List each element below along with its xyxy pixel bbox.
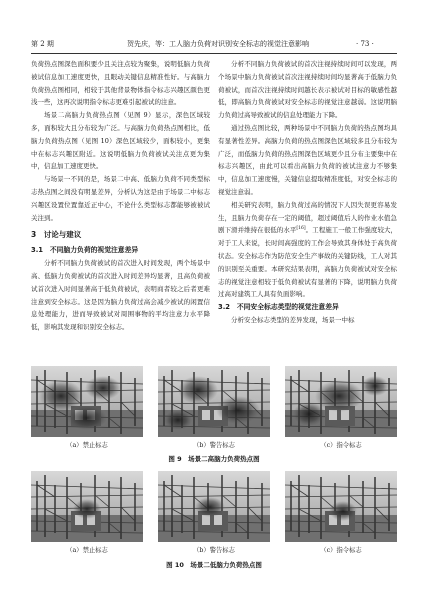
heatmap-image xyxy=(31,366,143,437)
page-number: · 73 · xyxy=(356,40,374,48)
header-rule xyxy=(31,53,397,54)
subfigure-label: （b）警告标志 xyxy=(193,547,235,554)
paragraph-text: 相关研究表明，脑力负荷过高的情况下人因失误更容易发生，且脑力负荷存在一定的阈值，超过阈值后人的作业水值急剧下滑并维持在很低的水平 xyxy=(218,200,397,235)
subfigure-label: （a）禁止标志 xyxy=(66,547,108,554)
figure-9-images xyxy=(31,366,397,437)
subsection-heading: 3.2 不同安全标志类型的视觉注意差异 xyxy=(218,303,339,312)
heatmap-image xyxy=(31,471,143,542)
heatmap-image xyxy=(158,366,270,437)
section-heading: 3 讨论与建议 xyxy=(31,230,82,240)
paragraph: 负荷热点图深色面积要少且关注点较为聚集，说明低脑力负荷被试信息加工速度更快，且眼动关键信息精准性好。与高脑力负荷热点图相同，相较于其他背景物体指令标志兴趣区颜色更浅一些，这再次说明指令标志更难引起被试的注意。 xyxy=(31,60,210,107)
heatmap-image xyxy=(285,366,397,437)
subfigure-label: （c）指令标志 xyxy=(320,547,362,554)
subsection-heading: 3.1 不同脑力负荷的视觉注意差异 xyxy=(31,246,139,255)
heatmap-image xyxy=(158,471,270,542)
paragraph: 与场景一不同的是，场景二中高、低脑力负荷不同类型标志热点图之间没有明显差异，分析认为这是由于场景二中标志兴趣区设置位置靠近正中心，不论什么类型标志都能够被被试关注到。 xyxy=(31,175,210,222)
citation-ref: [16] xyxy=(296,226,306,232)
left-column xyxy=(31,58,210,334)
paragraph: 分析不同脑力负荷被试的首次进入时间发现，两个场景中高、低脑力负荷被试的首次进入时间差异均显著，且高负荷被试首次进入时间显著高于低负荷被试，表明商者较之后者更难注意到安全标志。这是因为脑力负荷过高会减少被试的闲置信息处理能力，进而导致被试对周围事物的平均注意力水平降低，影响其发现和识别安全标志。 xyxy=(31,259,210,332)
subfigure-label: （a）禁止标志 xyxy=(66,442,108,449)
subfigure-label: （c）指令标志 xyxy=(320,442,362,449)
figure-9-caption: 图 9 场景二高脑力负荷热点图 xyxy=(168,455,260,463)
figure-10-caption: 图 10 场景二低脑力负荷热点图 xyxy=(166,561,262,569)
heatmap-image xyxy=(285,471,397,542)
running-title: 贺先庆，等：工人脑力负荷对识别安全标志的视觉注意影响 xyxy=(127,40,309,48)
right-column xyxy=(218,58,397,327)
paragraph: 通过热点图比较，两种场景中不同脑力负荷的热点图均具有显著性差异。高脑力负荷的热点图深色区域较多且分布较为广泛，而低脑力负荷的热点图深色区域更少且分布主要集中在标志兴趣区，由此可以看出高脑力负荷的被试注意力不够集中，信息加工速度慢，关键信息提取精准度低，对安全标志的视觉注意弱。 xyxy=(218,123,397,196)
paragraph: 分析安全标志类型的差异发现，场景一中标 xyxy=(231,315,355,324)
figure-10-images xyxy=(31,471,397,542)
paragraph: 分析不同脑力负荷被试的首次注视持续时间可以发现，两个场景中脑力负荷被试首次注视持续时间均显著高于低脑力负荷被试，而首次注视持续时间越长表示被试对目标的敏感性越低，即高脑力负荷被试对安全标志的视觉注意越弱。这说明脑力负荷过高导致被试的信息处理能力下降。 xyxy=(218,60,397,120)
paragraph xyxy=(218,199,397,301)
paragraph: 场景二高脑力负荷热点图（见图 9）显示，深色区域较多，面积较大且分布较为广泛。与高脑力负荷热点图相比，低脑力负荷热点图（见图 10）深色区域较少，面积较小，更集中在标志兴趣区附近。这说明低脑力负荷被试关注点更为集中，信息加工速度更快。 xyxy=(31,111,210,171)
paragraph-text: 。工程施工一般工作强度较大，对于工人来说，长时间高强度的工作会导致其身体处于高负荷状态。安全标志作为防范安全生产事故的关键防线，工人对其的识别至关重要。本研究结果表明，高脑力负荷被试对安全标志的视觉注意相较于低负荷被试有显著的下降，说明脑力负荷过高对建筑工人具有负面影响。 xyxy=(218,226,398,299)
subfigure-label: （b）警告标志 xyxy=(193,442,235,449)
issue-number: 第 2 期 xyxy=(31,40,54,48)
